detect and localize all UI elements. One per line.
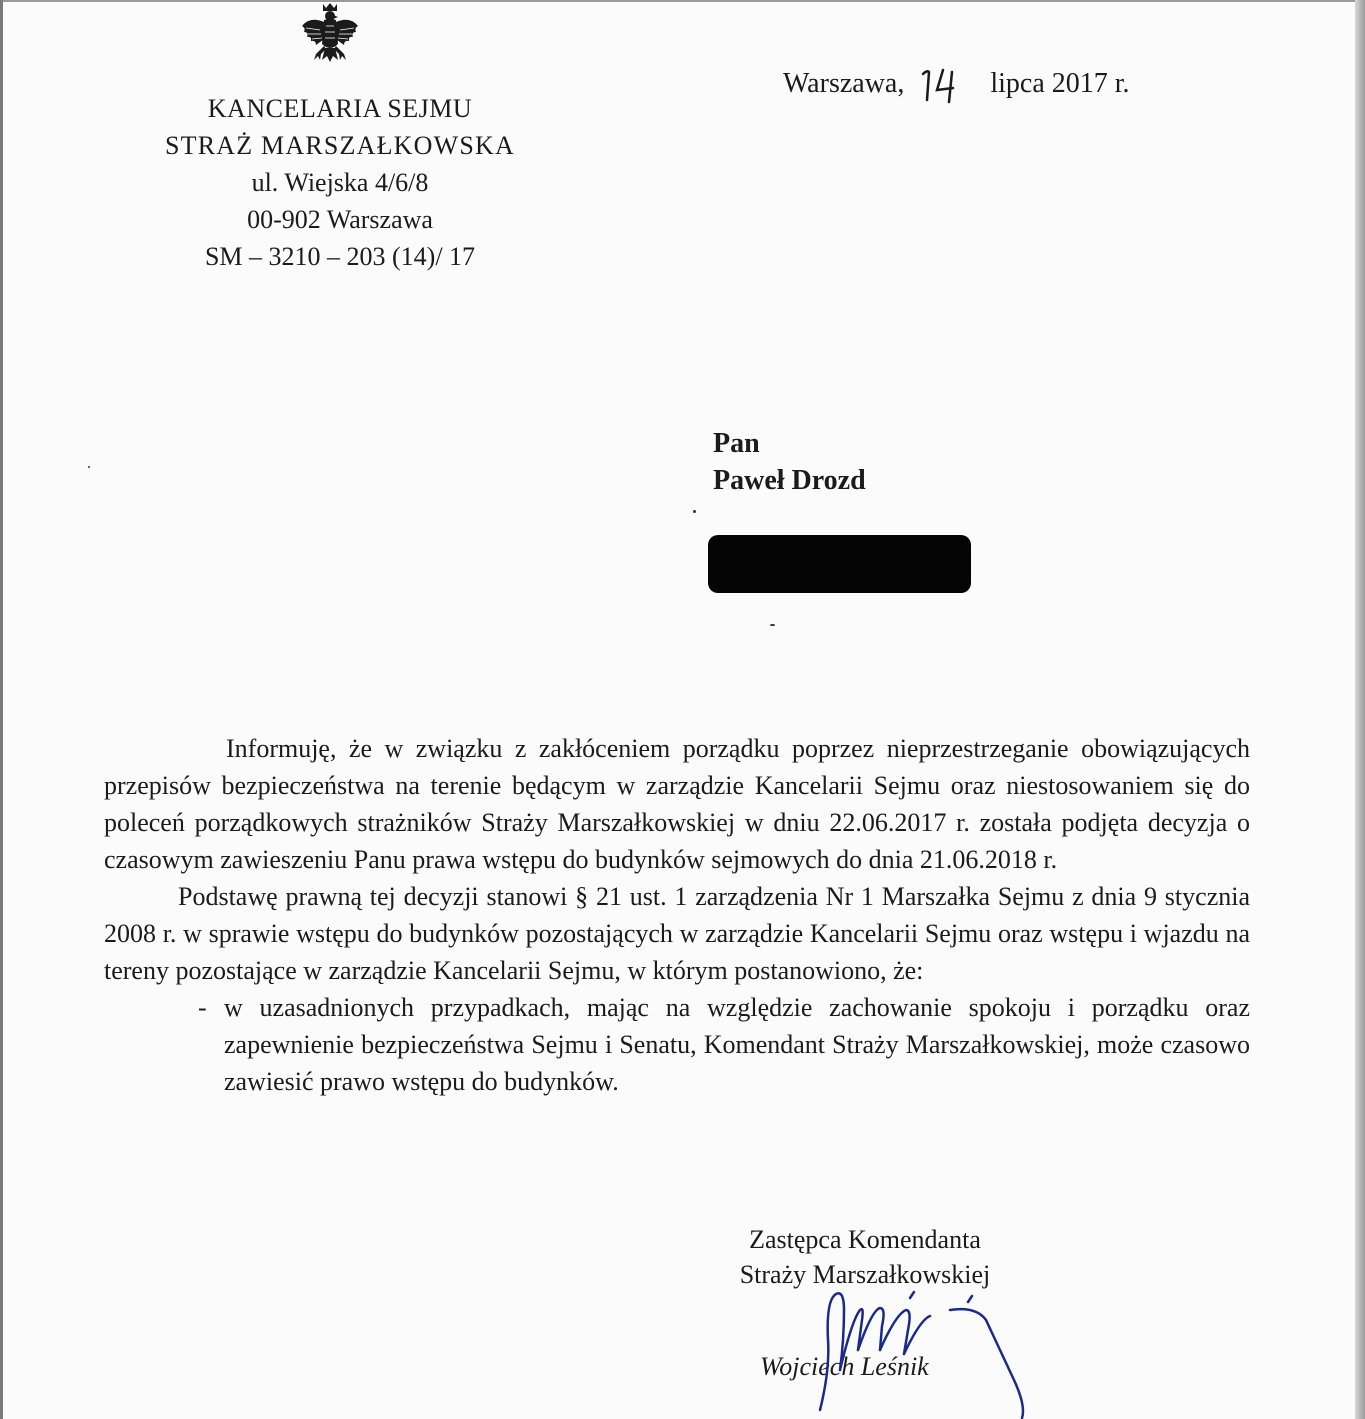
bullet-dash: -: [198, 993, 207, 1022]
department-name: STRAŻ MARSZAŁKOWSKA: [165, 131, 515, 160]
signatory-title-line-2: Straży Marszałkowskiej: [739, 1260, 991, 1289]
addressee-salutation: Pan: [713, 428, 760, 459]
handwritten-signature: [800, 1280, 1040, 1419]
scan-edge-right: [1355, 0, 1365, 1419]
reference-number: SM – 3210 – 203 (14)/ 17: [204, 242, 476, 271]
redacted-address: [708, 535, 971, 593]
letter-body: [104, 730, 1250, 1100]
signatory-name: Wojciech Leśnik: [760, 1352, 929, 1381]
handwritten-day: [919, 64, 977, 104]
scan-speck: [770, 624, 775, 626]
polish-eagle-emblem-icon: [300, 0, 360, 76]
scan-speck: [693, 510, 696, 513]
quoted-provision-text: w uzasadnionych przypadkach, mając na względzie zachowanie spokoju i porządku oraz zapewnienie bezpieczeństwa Sejmu i Senatu, Komendant Straży Marszałkowskiej, może czasowo zawiesić prawo wstępu do budynków.: [224, 993, 1250, 1096]
addressee-block: [713, 425, 866, 499]
body-paragraph-1: Informuję, że w związku z zakłóceniem porządku poprzez nieprzestrzeganie obowiązujących przepisów bezpieczeństwa na terenie będącym w zarządzie Kancelarii Sejmu oraz niestosowaniem się do poleceń porządkowych strażników Straży Marszałkowskiej w dniu 22.06.2017 r. została podjęta decyzja o czasowym zawieszeniu Panu prawa wstępu do budynków sejmowych do dnia 21.06.2018 r.: [104, 734, 1250, 874]
scan-edge-left: [0, 0, 3, 1419]
scan-speck: [88, 466, 90, 468]
addressee-name: Paweł Drozd: [713, 465, 866, 496]
sender-header: [120, 90, 560, 275]
dateline-place: Warszawa,: [783, 68, 905, 99]
quoted-provision: [198, 989, 1250, 1100]
signatory-title-line-1: Zastępca Komendanta: [749, 1225, 981, 1254]
body-paragraph-2: Podstawę prawną tej decyzji stanowi § 21 ust. 1 zarządzenia Nr 1 Marszałka Sejmu z dnia 9 stycznia 2008 r. w sprawie wstępu do budynków pozostających w zarządzie Kancelarii Sejmu oraz wstępu i wjazdu na tereny pozostające w zarządzie Kancelarii Sejmu, w którym postanowiono, że:: [104, 882, 1250, 985]
dateline: [783, 64, 1130, 104]
postal-city: 00-902 Warszawa: [247, 205, 433, 234]
scan-edge-top: [0, 0, 1365, 2]
street-address: ul. Wiejska 4/6/8: [251, 168, 429, 197]
dateline-month-year: lipca 2017 r.: [990, 68, 1130, 99]
office-name: KANCELARIA SEJMU: [207, 94, 473, 123]
